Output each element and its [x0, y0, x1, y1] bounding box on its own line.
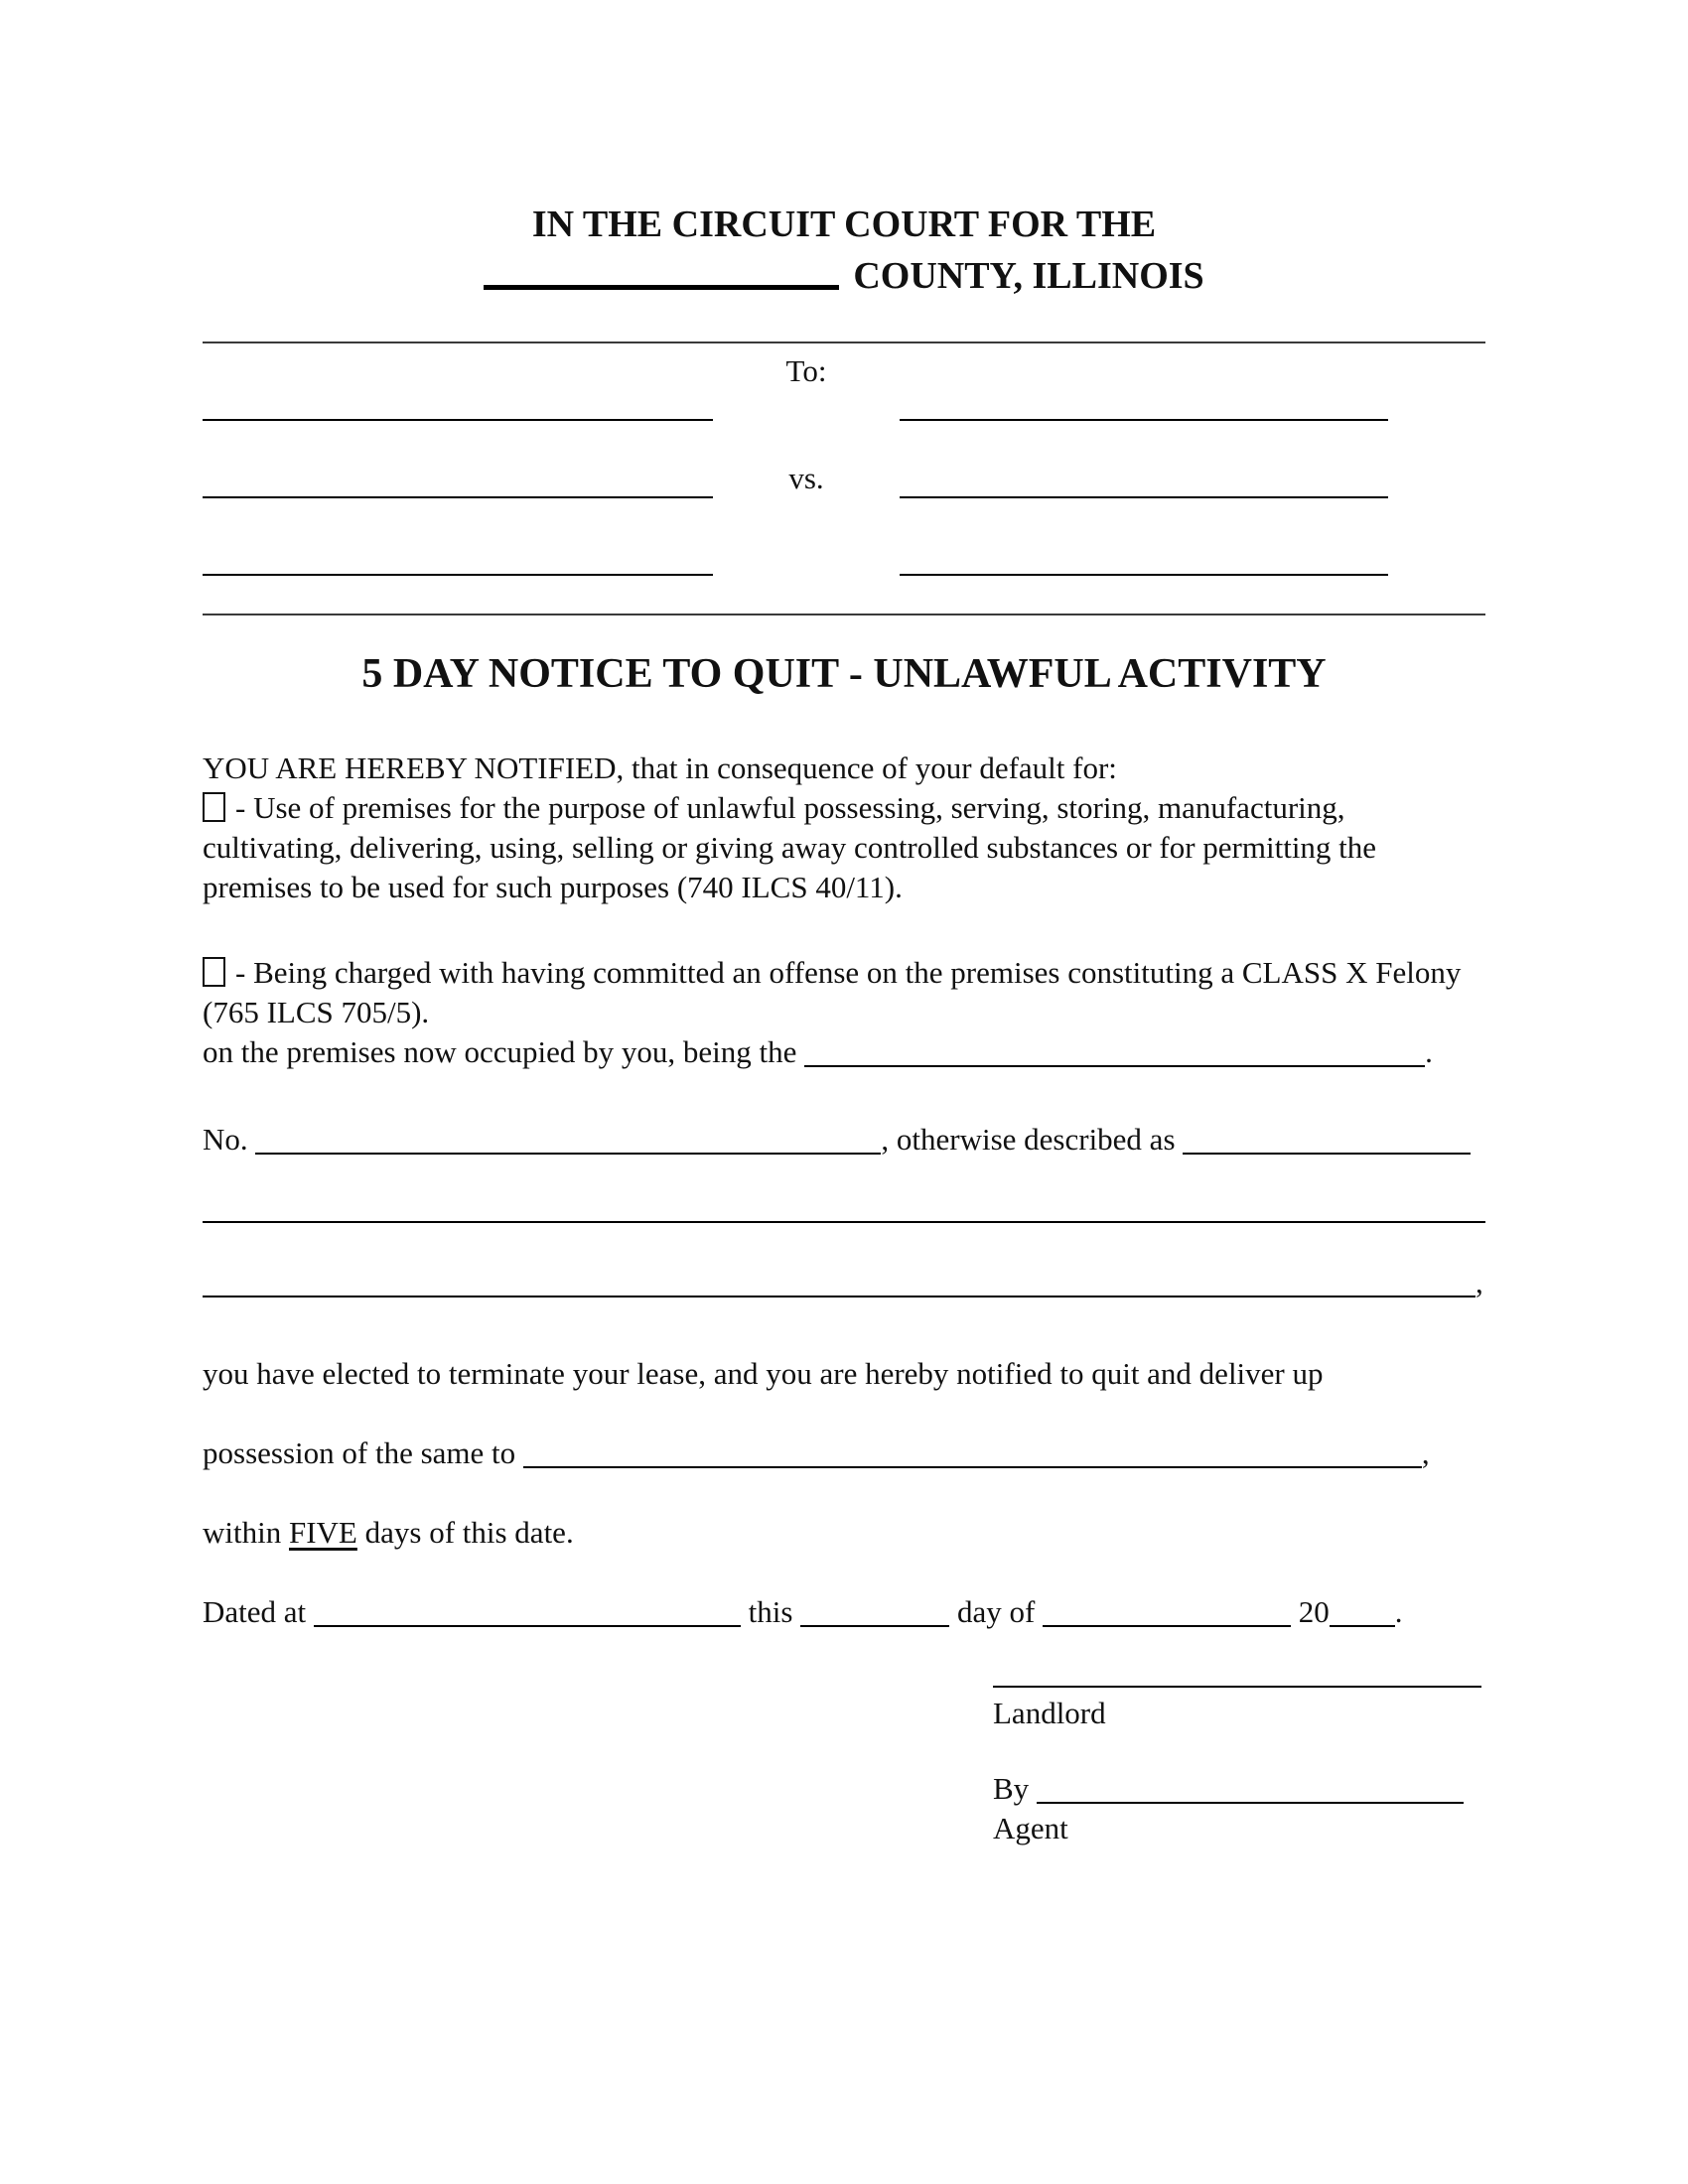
premises-line	[203, 1032, 1485, 1072]
option-controlled-substances-text: - Use of premises for the purpose of unlawful possessing, serving, storing, manufacturing, cultivating, delivering, using, selling or giving away controlled substances or for permitting the premises to be used for such purposes (740 ILCS 40/11).	[203, 790, 1377, 904]
premises-prefix: on the premises now occupied by you, being the	[203, 1034, 797, 1069]
dated-period: .	[1394, 1594, 1403, 1629]
possession-suffix: ,	[1421, 1435, 1430, 1470]
page-title: 5 DAY NOTICE TO QUIT - UNLAWFUL ACTIVITY	[361, 651, 1327, 697]
vs-label: vs.	[788, 461, 824, 495]
dated-place-field[interactable]	[314, 1599, 741, 1627]
within-prefix: within	[203, 1515, 282, 1550]
no-label: No.	[203, 1122, 248, 1157]
to-label: To:	[785, 353, 827, 388]
dated-day-field[interactable]	[800, 1599, 949, 1627]
elected-line: you have elected to terminate your lease, and you are hereby notified to quit and deliver up	[203, 1356, 1324, 1391]
landlord-label: Landlord	[993, 1696, 1106, 1730]
caption-right-field-3[interactable]	[900, 574, 1388, 576]
possession-line	[203, 1433, 1485, 1473]
within-line	[203, 1513, 1485, 1553]
continuation-comma: ,	[1476, 1265, 1483, 1299]
court-header-line1: IN THE CIRCUIT COURT FOR THE	[531, 204, 1157, 245]
possession-to-field[interactable]	[523, 1440, 1422, 1468]
dated-year-prefix: 20	[1298, 1594, 1330, 1629]
notice-section	[203, 749, 1485, 907]
dated-day-of-label: day of	[956, 1594, 1036, 1629]
caption-row-2	[203, 421, 1485, 498]
court-header	[203, 199, 1485, 302]
dated-year-field[interactable]	[1330, 1599, 1395, 1627]
checkbox-controlled-substances[interactable]	[203, 792, 225, 822]
county-suffix: COUNTY, ILLINOIS	[853, 255, 1204, 297]
dated-this-label: this	[748, 1594, 793, 1629]
otherwise-described-field[interactable]	[1183, 1127, 1471, 1155]
caption-left-field-3[interactable]	[203, 574, 713, 576]
notice-intro: YOU ARE HEREBY NOTIFIED, that in consequence of your default for:	[203, 751, 1117, 785]
within-five-emphasis: FIVE	[288, 1515, 357, 1550]
option-controlled-substances	[203, 788, 1485, 907]
otherwise-label: , otherwise described as	[881, 1122, 1176, 1157]
possession-prefix: possession of the same to	[203, 1435, 516, 1470]
county-field[interactable]	[484, 273, 839, 290]
court-header-line2	[203, 250, 1485, 302]
number-line	[203, 1120, 1485, 1160]
dated-line	[203, 1592, 1485, 1632]
caption-row-3	[203, 498, 1485, 576]
dated-at-label: Dated at	[203, 1594, 307, 1629]
premises-description-field[interactable]	[804, 1039, 1425, 1067]
by-label: By	[993, 1771, 1030, 1806]
agent-by-field[interactable]	[1037, 1776, 1464, 1804]
dated-month-field[interactable]	[1043, 1599, 1291, 1627]
caption-row-1	[203, 343, 1485, 421]
agent-label: Agent	[993, 1811, 1068, 1845]
description-line-2	[203, 1263, 1485, 1302]
option-class-x-felony	[203, 953, 1485, 1032]
within-suffix: days of this date.	[364, 1515, 574, 1550]
by-line	[993, 1769, 1481, 1809]
description-line-2-field[interactable]	[203, 1270, 1476, 1297]
checkbox-class-x-felony[interactable]	[203, 957, 225, 987]
signature-block	[993, 1686, 1481, 1848]
premises-suffix: .	[1425, 1034, 1433, 1069]
option-class-x-felony-text: - Being charged with having committed an offense on the premises constituting a CLASS X Felony (765 ILCS 705/5).	[203, 955, 1462, 1029]
description-line-1-field[interactable]	[203, 1221, 1485, 1223]
felony-section	[203, 953, 1485, 1072]
premises-number-field[interactable]	[255, 1127, 881, 1155]
case-caption	[203, 341, 1485, 615]
